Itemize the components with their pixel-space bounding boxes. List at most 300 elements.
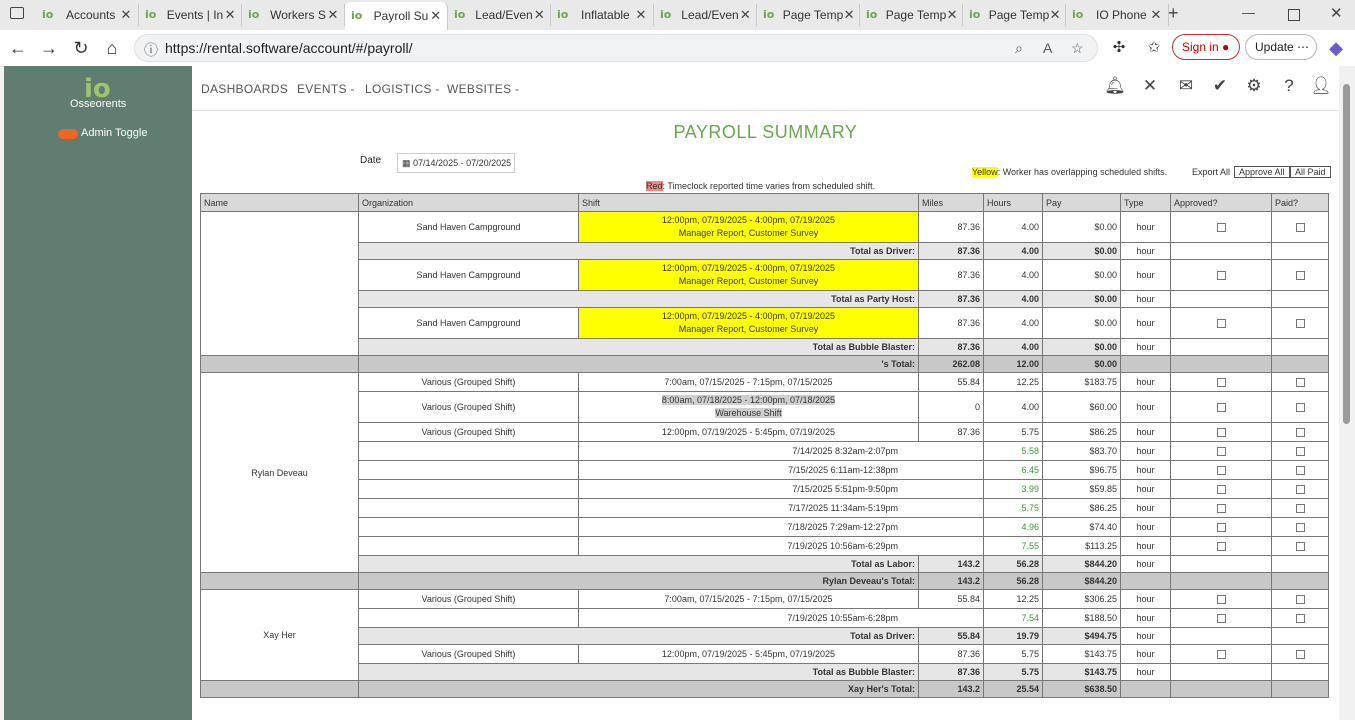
organization-cell bbox=[359, 461, 579, 480]
column-header[interactable]: Organization bbox=[359, 194, 579, 212]
legend-red-key: Red bbox=[646, 181, 663, 191]
approved-cell bbox=[1171, 518, 1272, 537]
approved-cell bbox=[1171, 356, 1272, 373]
approved-cell bbox=[1171, 260, 1272, 291]
type-cell: hour bbox=[1121, 260, 1171, 291]
tab-title: Page Temp bbox=[988, 8, 1050, 22]
checkbox[interactable] bbox=[1217, 271, 1226, 280]
browser-tab-bar bbox=[0, 0, 1355, 30]
type-cell: hour bbox=[1121, 609, 1171, 628]
logo-text: Osseorents bbox=[70, 98, 127, 110]
tab-title: Payroll Su bbox=[373, 9, 429, 23]
close-tab-icon[interactable]: ✕ bbox=[739, 7, 751, 22]
column-header[interactable]: Type bbox=[1121, 194, 1171, 212]
close-tab-icon[interactable]: ✕ bbox=[946, 7, 958, 22]
browser-tab[interactable] bbox=[36, 4, 139, 26]
pay-cell: $143.75 bbox=[1043, 645, 1121, 664]
timeclock-row bbox=[201, 461, 1329, 480]
miles-cell: 143.2 bbox=[919, 681, 984, 698]
approved-cell bbox=[1171, 308, 1272, 339]
worker-name: Xay Her bbox=[201, 590, 359, 681]
date-range-value: 07/14/2025 - 07/20/2025 bbox=[413, 158, 512, 168]
subtotal-row bbox=[201, 243, 1329, 260]
organization-cell: Sand Haven Campground bbox=[359, 260, 579, 291]
timeclock-row bbox=[201, 537, 1329, 556]
paid-cell bbox=[1272, 645, 1329, 664]
type-cell: hour bbox=[1121, 645, 1171, 664]
home-icon[interactable]: ⌂ bbox=[106, 38, 118, 58]
pay-cell: $59.85 bbox=[1043, 480, 1121, 499]
close-tab-icon[interactable]: ✕ bbox=[120, 7, 132, 22]
browser-tab[interactable] bbox=[242, 4, 345, 26]
read-aloud-icon[interactable]: A bbox=[1043, 40, 1053, 56]
worker-total-label: Xay Her's Total: bbox=[359, 681, 919, 698]
hours-cell: 12.25 bbox=[984, 590, 1043, 609]
miles-cell: 87.36 bbox=[919, 260, 984, 291]
type-cell: hour bbox=[1121, 392, 1171, 423]
shift-row bbox=[201, 590, 1329, 609]
tab-title: Page Temp bbox=[885, 8, 947, 22]
column-header[interactable]: Pay bbox=[1043, 194, 1121, 212]
approved-cell bbox=[1171, 573, 1272, 590]
legend-red bbox=[646, 181, 875, 191]
gear-icon[interactable]: ⚙ bbox=[1246, 76, 1262, 95]
new-tab-icon[interactable]: + bbox=[1168, 3, 1179, 23]
shift-detail: Manager Report, Customer Survey bbox=[678, 276, 819, 286]
miles-cell: 87.36 bbox=[919, 308, 984, 339]
bell-icon[interactable]: 🔔︎ bbox=[1104, 76, 1126, 95]
hours-cell: 4.00 bbox=[984, 291, 1043, 308]
miles-cell: 87.36 bbox=[919, 212, 984, 243]
paid-cell bbox=[1272, 537, 1329, 556]
organization-cell: Various (Grouped Shift) bbox=[359, 392, 579, 423]
approved-cell bbox=[1171, 590, 1272, 609]
worker-total-label: 's Total: bbox=[359, 356, 919, 373]
checkbox[interactable] bbox=[1217, 403, 1226, 412]
extensions-icon[interactable]: ✣ bbox=[1112, 39, 1126, 56]
browser-tab[interactable] bbox=[860, 4, 963, 26]
approved-cell bbox=[1171, 291, 1272, 308]
type-cell: hour bbox=[1121, 212, 1171, 243]
type-cell: hour bbox=[1121, 461, 1171, 480]
hours-cell: 4.00 bbox=[984, 392, 1043, 423]
timeclock-cell: 7/15/2025 6:11am-12:38pm bbox=[579, 461, 984, 480]
nav-events[interactable]: EVENTS - bbox=[297, 82, 355, 96]
type-cell: hour bbox=[1121, 423, 1171, 442]
pay-cell: $113.25 bbox=[1043, 537, 1121, 556]
paid-cell bbox=[1272, 308, 1329, 339]
favorite-icon[interactable]: ☆ bbox=[1071, 40, 1084, 56]
checkbox[interactable] bbox=[1217, 319, 1226, 328]
shift-time: 12:00pm, 07/19/2025 - 4:00pm, 07/19/2025 bbox=[661, 263, 836, 273]
organization-cell bbox=[359, 537, 579, 556]
more-icon: ⋯ bbox=[1297, 40, 1310, 54]
timeclock-cell: 7/19/2025 10:55am-6:28pm bbox=[579, 609, 984, 628]
checkbox[interactable] bbox=[1296, 485, 1305, 494]
help-icon[interactable]: ? bbox=[1284, 76, 1294, 95]
worker-name bbox=[201, 212, 359, 356]
profile-icon: ● bbox=[1222, 40, 1230, 54]
type-cell bbox=[1121, 681, 1171, 698]
pay-cell: $638.50 bbox=[1043, 681, 1121, 698]
hours-cell: 4.00 bbox=[984, 339, 1043, 356]
organization-cell bbox=[359, 442, 579, 461]
check-icon[interactable]: ✔ bbox=[1212, 76, 1228, 95]
checkbox[interactable] bbox=[1217, 595, 1226, 604]
shift-detail: Warehouse Shift bbox=[715, 408, 782, 418]
zoom-icon[interactable]: ⌕ bbox=[1015, 40, 1023, 56]
hours-cell: 3.99 bbox=[984, 480, 1043, 499]
favorites-icon[interactable]: ✩ bbox=[1147, 39, 1161, 56]
miles-cell: 87.36 bbox=[919, 645, 984, 664]
all-paid-button[interactable]: All Paid bbox=[1290, 166, 1331, 178]
pay-cell: $60.00 bbox=[1043, 392, 1121, 423]
checkbox[interactable] bbox=[1217, 466, 1226, 475]
browser-tab[interactable] bbox=[757, 4, 860, 26]
paid-cell bbox=[1272, 556, 1329, 573]
refresh-icon[interactable]: ↻ bbox=[73, 38, 89, 58]
checkbox[interactable] bbox=[1217, 447, 1226, 456]
paid-cell bbox=[1272, 461, 1329, 480]
type-cell: hour bbox=[1121, 339, 1171, 356]
timeclock-row bbox=[201, 518, 1329, 537]
tools-icon[interactable]: ✕ bbox=[1142, 76, 1158, 95]
subtotal-label: Total as Bubble Blaster: bbox=[359, 664, 919, 681]
tab-favicon-icon: io bbox=[969, 8, 981, 21]
shift-detail: Manager Report, Customer Survey bbox=[678, 228, 819, 238]
paid-cell bbox=[1272, 291, 1329, 308]
checkbox[interactable] bbox=[1296, 542, 1305, 551]
paid-cell bbox=[1272, 243, 1329, 260]
back-icon[interactable]: ← bbox=[9, 38, 27, 58]
shift-cell bbox=[579, 590, 919, 609]
shift-time: 7:00am, 07/15/2025 - 7:15pm, 07/15/2025 bbox=[664, 376, 833, 387]
browser-tab[interactable] bbox=[654, 4, 757, 26]
shift-row bbox=[201, 373, 1329, 392]
checkbox[interactable] bbox=[1217, 523, 1226, 532]
checkbox[interactable] bbox=[1296, 319, 1305, 328]
column-header[interactable]: Miles bbox=[919, 194, 984, 212]
checkbox[interactable] bbox=[1296, 614, 1305, 623]
tab-title: Workers S bbox=[270, 8, 326, 22]
minimize-icon[interactable]: — bbox=[1242, 5, 1255, 20]
browser-tab[interactable] bbox=[448, 4, 551, 26]
timeclock-cell: 7/17/2025 11:34am-5:19pm bbox=[579, 499, 984, 518]
top-nav bbox=[192, 66, 1339, 111]
nav-websites[interactable]: WEBSITES - bbox=[447, 82, 520, 96]
miles-cell: 143.2 bbox=[919, 573, 984, 590]
pay-cell: $86.25 bbox=[1043, 499, 1121, 518]
paid-cell bbox=[1272, 356, 1329, 373]
tab-favicon-icon: io bbox=[660, 8, 672, 21]
tab-actions-icon[interactable] bbox=[10, 7, 24, 19]
checkbox[interactable] bbox=[1296, 523, 1305, 532]
timeclock-cell: 7/14/2025 8:32am-2:07pm bbox=[579, 442, 984, 461]
browser-tab[interactable] bbox=[1066, 4, 1169, 26]
legend-yellow-key: Yellow bbox=[972, 167, 998, 177]
close-tab-icon[interactable]: ✕ bbox=[635, 7, 647, 22]
organization-cell: Sand Haven Campground bbox=[359, 308, 579, 339]
timeclock-row bbox=[201, 499, 1329, 518]
forward-icon[interactable]: → bbox=[40, 38, 58, 58]
worker-total-row bbox=[201, 681, 1329, 698]
browser-tab[interactable] bbox=[963, 4, 1066, 26]
legend-yellow-text: : Worker has overlapping scheduled shifts. bbox=[997, 167, 1168, 177]
miles-cell: 143.2 bbox=[919, 556, 984, 573]
worker-total-spacer bbox=[201, 681, 359, 698]
organization-cell bbox=[359, 480, 579, 499]
type-cell: hour bbox=[1121, 518, 1171, 537]
shift-time: 12:00pm, 07/19/2025 - 5:45pm, 07/19/2025 bbox=[661, 648, 836, 659]
export-all-link[interactable]: Export All bbox=[1192, 167, 1231, 177]
hours-cell: 5.75 bbox=[984, 499, 1043, 518]
checkbox[interactable] bbox=[1296, 595, 1305, 604]
checkbox[interactable] bbox=[1296, 403, 1305, 412]
sign-in-button[interactable] bbox=[1172, 34, 1240, 60]
nav-dashboards[interactable]: DASHBOARDS bbox=[201, 82, 289, 96]
hours-cell: 4.00 bbox=[984, 308, 1043, 339]
checkbox[interactable] bbox=[1217, 614, 1226, 623]
date-range-picker[interactable] bbox=[397, 153, 515, 173]
subtotal-label: Total as Driver: bbox=[359, 628, 919, 645]
shift-row bbox=[201, 308, 1329, 339]
tab-title: Page Temp bbox=[782, 8, 844, 22]
tab-title: Lead/Even bbox=[475, 8, 533, 22]
approved-cell bbox=[1171, 461, 1272, 480]
tab-favicon-icon: io bbox=[248, 8, 260, 21]
close-window-icon[interactable]: ✕ bbox=[1330, 5, 1343, 22]
organization-cell bbox=[359, 499, 579, 518]
date-label: Date bbox=[360, 155, 382, 166]
url-text: https://rental.software/account/#/payroll/ bbox=[165, 40, 413, 56]
table-header-row bbox=[201, 194, 1329, 212]
organization-cell: Various (Grouped Shift) bbox=[359, 423, 579, 442]
shift-cell bbox=[579, 260, 919, 291]
type-cell: hour bbox=[1121, 243, 1171, 260]
close-tab-icon[interactable]: ✕ bbox=[224, 7, 236, 22]
tab-title: Accounts bbox=[66, 8, 116, 22]
close-tab-icon[interactable]: ✕ bbox=[1150, 7, 1162, 22]
column-header[interactable]: Name bbox=[201, 194, 359, 212]
column-header[interactable]: Hours bbox=[984, 194, 1043, 212]
miles-cell: 87.36 bbox=[919, 339, 984, 356]
url-field[interactable] bbox=[134, 34, 1098, 62]
tab-title: IO Phone bbox=[1096, 8, 1147, 22]
pay-cell: $86.25 bbox=[1043, 423, 1121, 442]
paid-cell bbox=[1272, 212, 1329, 243]
miles-cell: 87.36 bbox=[919, 423, 984, 442]
approved-cell bbox=[1171, 243, 1272, 260]
timeclock-row bbox=[201, 442, 1329, 461]
address-bar-row bbox=[0, 30, 1355, 67]
update-label: Update bbox=[1255, 40, 1294, 54]
subtotal-row bbox=[201, 628, 1329, 645]
type-cell: hour bbox=[1121, 556, 1171, 573]
type-cell: hour bbox=[1121, 308, 1171, 339]
checkbox[interactable] bbox=[1296, 428, 1305, 437]
hours-cell: 12.25 bbox=[984, 373, 1043, 392]
checkbox[interactable] bbox=[1296, 504, 1305, 513]
admin-toggle-switch[interactable] bbox=[58, 129, 78, 139]
checkbox[interactable] bbox=[1217, 485, 1226, 494]
paid-cell bbox=[1272, 518, 1329, 537]
timeclock-cell: 7/19/2025 10:56am-6:29pm bbox=[579, 537, 984, 556]
approved-cell bbox=[1171, 628, 1272, 645]
browser-tab[interactable] bbox=[139, 4, 242, 26]
type-cell: hour bbox=[1121, 664, 1171, 681]
paid-cell bbox=[1272, 480, 1329, 499]
checkbox[interactable] bbox=[1296, 271, 1305, 280]
miles-cell: 87.36 bbox=[919, 291, 984, 308]
close-tab-icon[interactable]: ✕ bbox=[843, 7, 855, 22]
pay-cell: $0.00 bbox=[1043, 243, 1121, 260]
pay-cell: $844.20 bbox=[1043, 573, 1121, 590]
approved-cell bbox=[1171, 392, 1272, 423]
shift-time: 12:00pm, 07/19/2025 - 4:00pm, 07/19/2025 bbox=[661, 311, 836, 321]
paid-cell bbox=[1272, 442, 1329, 461]
copilot-icon[interactable]: ◆ bbox=[1329, 38, 1343, 58]
shift-row bbox=[201, 260, 1329, 291]
miles-cell: 55.84 bbox=[919, 590, 984, 609]
worker-total-spacer bbox=[201, 356, 359, 373]
page-scrollbar[interactable] bbox=[1339, 66, 1355, 720]
checkbox[interactable] bbox=[1217, 650, 1226, 659]
sign-in-label: Sign in bbox=[1182, 40, 1219, 54]
miles-cell: 87.36 bbox=[919, 243, 984, 260]
checkbox[interactable] bbox=[1217, 504, 1226, 513]
site-info-icon[interactable]: ⓘ bbox=[144, 42, 158, 58]
approved-cell bbox=[1171, 339, 1272, 356]
type-cell bbox=[1121, 356, 1171, 373]
column-header[interactable]: Approved? bbox=[1171, 194, 1272, 212]
logo-mark: io bbox=[84, 74, 111, 104]
pay-cell: $83.70 bbox=[1043, 442, 1121, 461]
hours-cell: 12.00 bbox=[984, 356, 1043, 373]
hours-cell: 7.55 bbox=[984, 537, 1043, 556]
hours-cell: 6.45 bbox=[984, 461, 1043, 480]
approved-cell bbox=[1171, 423, 1272, 442]
approved-cell bbox=[1171, 664, 1272, 681]
approve-all-button[interactable]: Approve All bbox=[1234, 166, 1290, 178]
column-header[interactable]: Paid? bbox=[1272, 194, 1329, 212]
paid-cell bbox=[1272, 590, 1329, 609]
organization-cell: Various (Grouped Shift) bbox=[359, 373, 579, 392]
pay-cell: $0.00 bbox=[1043, 291, 1121, 308]
shift-cell bbox=[579, 308, 919, 339]
approved-cell bbox=[1171, 499, 1272, 518]
browser-tab[interactable] bbox=[345, 2, 448, 30]
shift-time: 8:00am, 07/18/2025 - 12:00pm, 07/18/2025 bbox=[661, 395, 836, 405]
checkbox[interactable] bbox=[1296, 378, 1305, 387]
checkbox[interactable] bbox=[1296, 466, 1305, 475]
tab-favicon-icon: io bbox=[42, 8, 54, 21]
checkbox[interactable] bbox=[1296, 223, 1305, 232]
checkbox[interactable] bbox=[1217, 223, 1226, 232]
close-tab-icon[interactable]: ✕ bbox=[430, 8, 442, 23]
close-tab-icon[interactable]: ✕ bbox=[533, 7, 545, 22]
tab-favicon-icon: io bbox=[763, 8, 775, 21]
tab-title: Events | In bbox=[166, 8, 224, 22]
shift-cell bbox=[579, 645, 919, 664]
checkbox[interactable] bbox=[1217, 428, 1226, 437]
pay-cell: $306.25 bbox=[1043, 590, 1121, 609]
checkbox[interactable] bbox=[1296, 650, 1305, 659]
close-tab-icon[interactable]: ✕ bbox=[1049, 7, 1061, 22]
column-header[interactable]: Shift bbox=[579, 194, 919, 212]
subtotal-row bbox=[201, 339, 1329, 356]
update-button[interactable] bbox=[1245, 34, 1317, 60]
sidebar bbox=[4, 66, 192, 720]
subtotal-label: Total as Labor: bbox=[359, 556, 919, 573]
payroll-table bbox=[200, 193, 1329, 698]
scrollbar-thumb[interactable] bbox=[1343, 84, 1350, 424]
worker-total-row bbox=[201, 573, 1329, 590]
subtotal-label: Total as Party Host: bbox=[359, 291, 919, 308]
pay-cell: $188.50 bbox=[1043, 609, 1121, 628]
miles-cell: 55.84 bbox=[919, 628, 984, 645]
pay-cell: $74.40 bbox=[1043, 518, 1121, 537]
hours-cell: 56.28 bbox=[984, 573, 1043, 590]
user-icon[interactable]: 👤︎ bbox=[1310, 76, 1332, 95]
subtotal-row bbox=[201, 556, 1329, 573]
type-cell bbox=[1121, 573, 1171, 590]
hours-cell: 4.00 bbox=[984, 212, 1043, 243]
hours-cell: 5.75 bbox=[984, 645, 1043, 664]
paid-cell bbox=[1272, 573, 1329, 590]
nav-logistics[interactable]: LOGISTICS - bbox=[365, 82, 440, 96]
hours-cell: 56.28 bbox=[984, 556, 1043, 573]
pay-cell: $844.20 bbox=[1043, 556, 1121, 573]
pay-cell: $0.00 bbox=[1043, 356, 1121, 373]
hours-cell: 5.58 bbox=[984, 442, 1043, 461]
approved-cell bbox=[1171, 442, 1272, 461]
shift-row bbox=[201, 392, 1329, 423]
paid-cell bbox=[1272, 681, 1329, 698]
checkbox[interactable] bbox=[1217, 378, 1226, 387]
approved-cell bbox=[1171, 681, 1272, 698]
tab-title: Lead/Even bbox=[681, 8, 739, 22]
type-cell: hour bbox=[1121, 291, 1171, 308]
hours-cell: 7.54 bbox=[984, 609, 1043, 628]
worker-total-row bbox=[201, 356, 1329, 373]
checkbox[interactable] bbox=[1296, 447, 1305, 456]
approved-cell bbox=[1171, 645, 1272, 664]
approved-cell bbox=[1171, 212, 1272, 243]
shift-cell bbox=[579, 423, 919, 442]
timeclock-cell: 7/15/2025 5:51pm-9:50pm bbox=[579, 480, 984, 499]
mail-icon[interactable]: ✉ bbox=[1178, 76, 1194, 95]
checkbox[interactable] bbox=[1217, 542, 1226, 551]
hours-cell: 4.96 bbox=[984, 518, 1043, 537]
organization-cell bbox=[359, 518, 579, 537]
browser-tab[interactable] bbox=[551, 4, 654, 26]
hours-cell: 25.54 bbox=[984, 681, 1043, 698]
hours-cell: 4.00 bbox=[984, 243, 1043, 260]
type-cell: hour bbox=[1121, 442, 1171, 461]
timeclock-row bbox=[201, 609, 1329, 628]
paid-cell bbox=[1272, 339, 1329, 356]
paid-cell bbox=[1272, 628, 1329, 645]
restore-icon[interactable] bbox=[1288, 9, 1300, 21]
paid-cell bbox=[1272, 373, 1329, 392]
close-tab-icon[interactable]: ✕ bbox=[327, 7, 339, 22]
miles-cell: 262.08 bbox=[919, 356, 984, 373]
timeclock-cell: 7/18/2025 7:29am-12:27pm bbox=[579, 518, 984, 537]
type-cell: hour bbox=[1121, 537, 1171, 556]
type-cell: hour bbox=[1121, 590, 1171, 609]
hours-cell: 5.75 bbox=[984, 664, 1043, 681]
subtotal-label: Total as Driver: bbox=[359, 243, 919, 260]
